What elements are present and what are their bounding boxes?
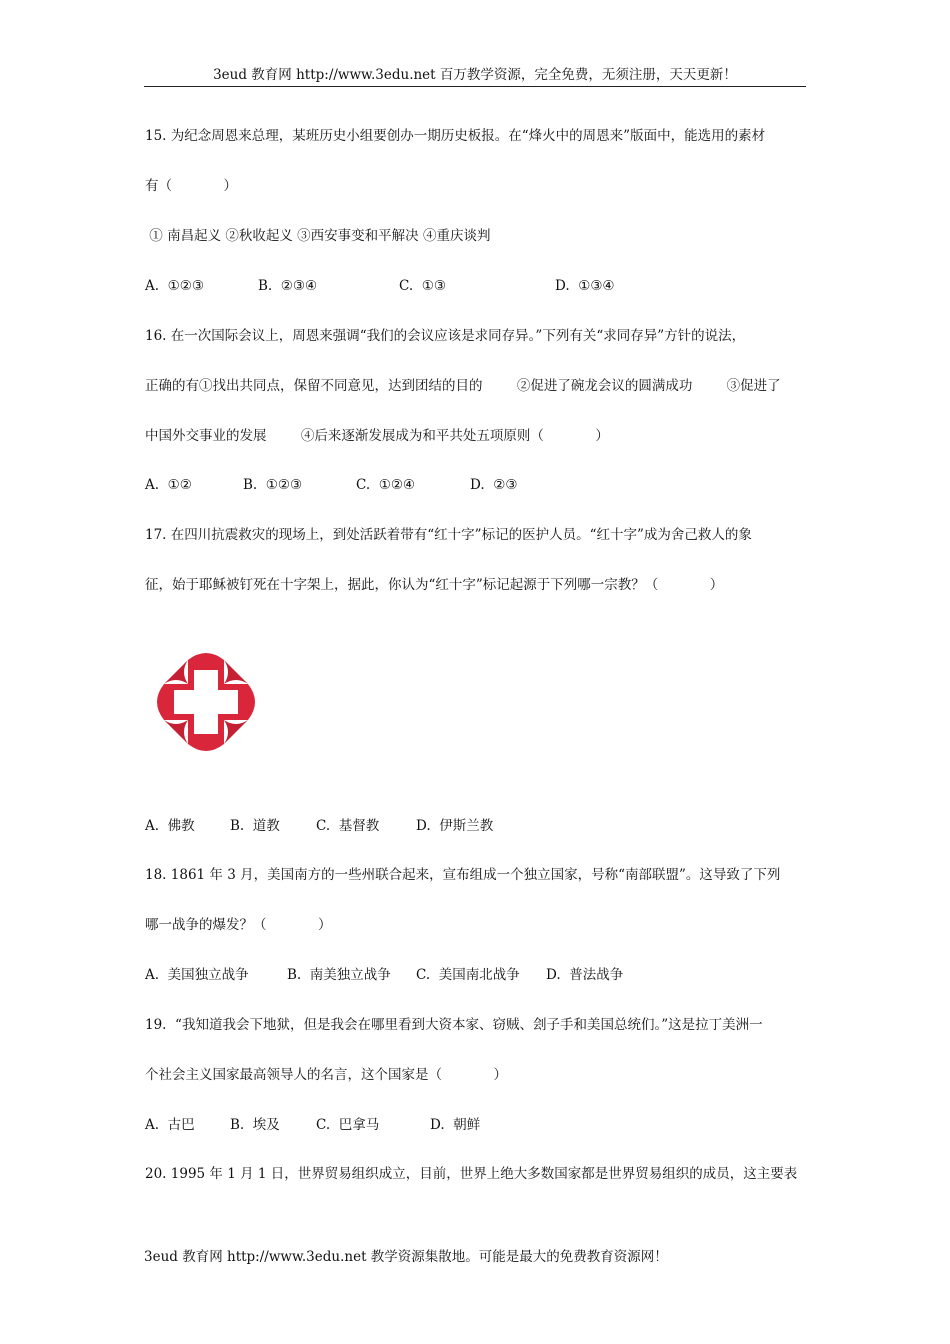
q17-option-d[interactable]: D. 伊斯兰教 <box>416 818 494 834</box>
q15-options <box>145 275 807 297</box>
q17-options <box>145 815 807 837</box>
q16-stem-line1: 16. 在一次国际会议上，周恩来强调“我们的会议应该是求同存异。”下列有关“求同存异”方针的说法， <box>145 328 746 344</box>
q15-stem-line2: 有（ ） <box>145 178 237 194</box>
q18-options <box>145 964 807 986</box>
q19-options <box>145 1114 807 1136</box>
q19-option-c[interactable]: C. 巴拿马 <box>316 1117 380 1133</box>
q16-stem-line2: 正确的有①找出共同点，保留不同意见，达到团结的目的 ②促进了碗龙会议的圆满成功 ③促进了 <box>145 378 781 394</box>
q18-option-a[interactable]: A. 美国独立战争 <box>145 967 249 983</box>
q15-option-a[interactable]: A. ①②③ <box>145 278 204 294</box>
q20-stem-line1: 20. 1995 年 1 月 1 日，世界贸易组织成立，目前，世界上绝大多数国家都是世界贸易组织的成员，这主要表 <box>145 1166 798 1182</box>
q17-stem-line2: 征，始于耶稣被钉死在十字架上，据此，你认为“红十字”标记起源于下列哪一宗教？（ ） <box>145 577 724 593</box>
q15-items: ① 南昌起义 ②秋收起义 ③西安事变和平解决 ④重庆谈判 <box>145 228 491 244</box>
q19-stem-line1: 19. “我知道我会下地狱，但是我会在哪里看到大资本家、窃贼、刽子手和美国总统们。”这是拉丁美洲一 <box>145 1017 763 1033</box>
q16-options <box>145 474 807 496</box>
q16-option-c[interactable]: C. ①②④ <box>356 477 416 493</box>
q19-option-d[interactable]: D. 朝鲜 <box>430 1117 481 1133</box>
q16-stem-line3: 中国外交事业的发展 ④后来逐渐发展成为和平共处五项原则（ ） <box>145 428 609 444</box>
q18-option-d[interactable]: D. 普法战争 <box>546 967 624 983</box>
q18-stem-line1: 18. 1861 年 3 月，美国南方的一些州联合起来，宣布组成一个独立国家，号称“南部联盟”。这导致了下列 <box>145 867 781 883</box>
q15-option-c[interactable]: C. ①③ <box>399 278 446 294</box>
q17-stem-line1: 17. 在四川抗震救灾的现场上，到处活跃着带有“红十字”标记的医护人员。“红十字”成为舍己救人的象 <box>145 527 752 543</box>
q19-stem-line2: 个社会主义国家最高领导人的名言，这个国家是（ ） <box>145 1067 507 1083</box>
q18-stem-line2: 哪一战争的爆发？（ ） <box>145 917 332 933</box>
q16-option-b[interactable]: B. ①②③ <box>243 477 303 493</box>
red-cross-image <box>150 646 262 758</box>
q15-option-d[interactable]: D. ①③④ <box>555 278 615 294</box>
q18-option-c[interactable]: C. 美国南北战争 <box>416 967 520 983</box>
q15-stem-line1: 15. 为纪念周恩来总理，某班历史小组要创办一期历史板报。在“烽火中的周恩来”版面中，能选用的素材 <box>145 128 766 144</box>
q16-option-d[interactable]: D. ②③ <box>470 477 518 493</box>
q18-option-b[interactable]: B. 南美独立战争 <box>287 967 391 983</box>
q17-option-b[interactable]: B. 道教 <box>230 818 280 834</box>
q17-option-c[interactable]: C. 基督教 <box>316 818 380 834</box>
q15-option-b[interactable]: B. ②③④ <box>258 278 318 294</box>
page-header: 3eud 教育网 http://www.3edu.net 百万教学资源，完全免费，无须注册，天天更新！ <box>144 64 806 87</box>
red-cross-symbol <box>157 653 255 751</box>
q16-option-a[interactable]: A. ①② <box>145 477 192 493</box>
page-footer: 3eud 教育网 http://www.3edu.net 教学资源集散地。可能是最大的免费教育资源网！ <box>144 1249 668 1265</box>
q19-option-b[interactable]: B. 埃及 <box>230 1117 280 1133</box>
q19-option-a[interactable]: A. 古巴 <box>145 1117 195 1133</box>
q17-option-a[interactable]: A. 佛教 <box>145 818 195 834</box>
